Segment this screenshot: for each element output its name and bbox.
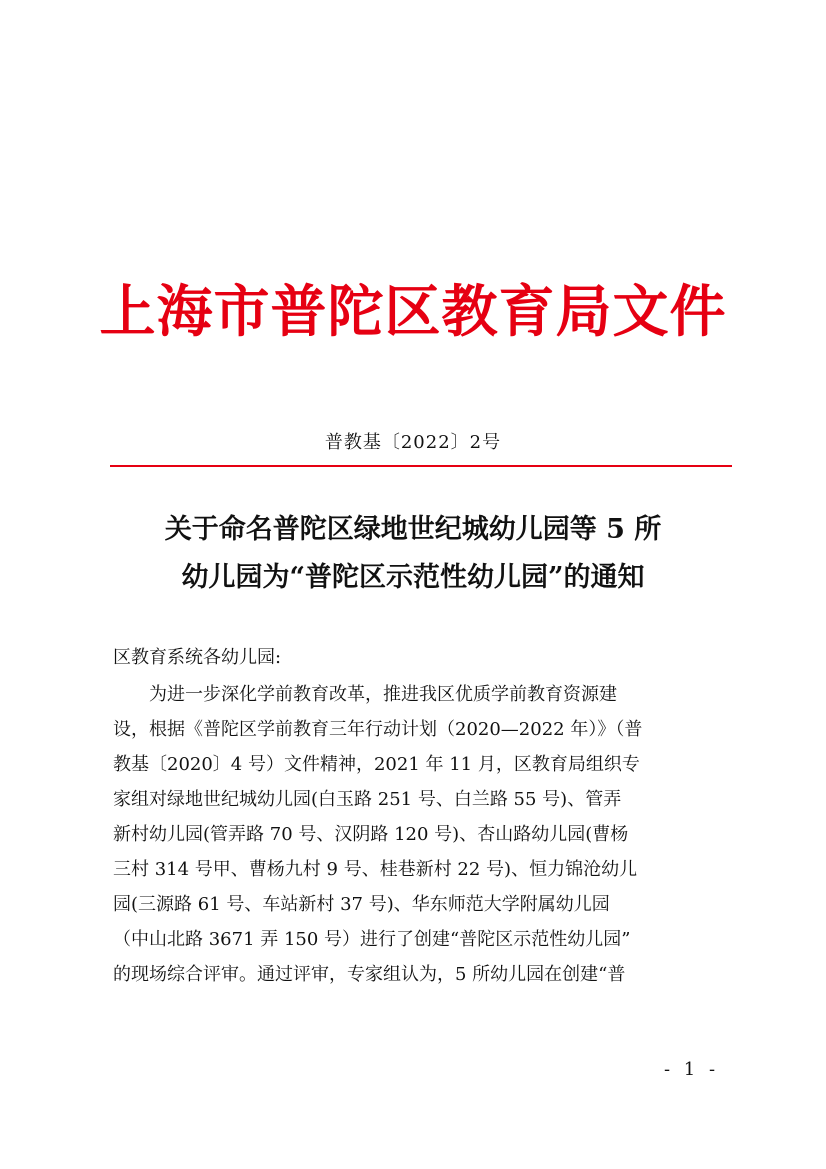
body-line: （中山北路 3671 弄 150 号）进行了创建“普陀区示范性幼儿园” — [113, 929, 631, 950]
body-line: 设，根据《普陀区学前教育三年行动计划（2020—2022 年）》（普 — [113, 719, 643, 740]
issuing-authority-title: 上海市普陀区教育局文件 — [99, 279, 727, 345]
notice-title — [0, 506, 826, 602]
notice-title-line-1: 关于命名普陀区绿地世纪城幼儿园等 5 所 — [164, 514, 662, 545]
body-line: 园(三源路 61 号、车站新村 37 号)、华东师范大学附属幼儿园 — [113, 894, 610, 915]
body-line: 教基〔2020〕4 号）文件精神，2021 年 11 月，区教育局组织专 — [113, 754, 640, 775]
body-line: 为进一步深化学前教育改革，推进我区优质学前教育资源建 — [149, 684, 617, 705]
body-line: 的现场综合评审。通过评审，专家组认为，5 所幼儿园在创建“普 — [113, 964, 626, 985]
salutation: 区教育系统各幼儿园: — [113, 647, 282, 668]
body-line: 三村 314 号甲、曹杨九村 9 号、桂巷新村 22 号)、恒力锦沧幼儿 — [113, 859, 638, 880]
page-number: - 1 - — [664, 1059, 720, 1080]
body-line: 家组对绿地世纪城幼儿园(白玉路 251 号、白兰路 55 号)、管弄 — [113, 789, 622, 810]
notice-title-line-2: 幼儿园为“普陀区示范性幼儿园”的通知 — [181, 562, 645, 593]
body-text — [113, 677, 723, 992]
red-separator-line — [110, 465, 732, 467]
body-line: 新村幼儿园(管弄路 70 号、汉阴路 120 号)、杏山路幼儿园(曹杨 — [113, 824, 629, 845]
document-number: 普教基〔2022〕2号 — [324, 432, 502, 453]
